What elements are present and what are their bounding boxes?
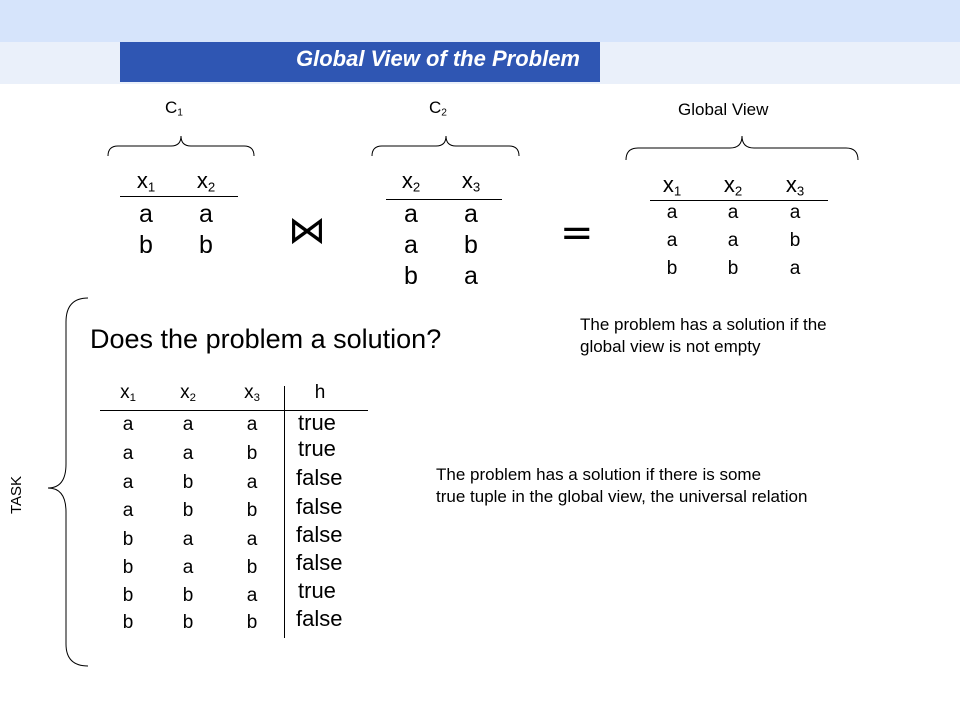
task-header-x2-sub: 2: [189, 391, 196, 404]
gv-cell: a: [727, 230, 739, 251]
task-h-value: false: [296, 550, 343, 575]
task-header-x1: [108, 382, 148, 404]
task-cell: b: [246, 612, 258, 633]
task-h-value: false: [296, 494, 343, 519]
global-view-brace: [626, 136, 858, 160]
task-header-x3-var: x: [244, 382, 254, 403]
task-cell: a: [182, 443, 194, 464]
gv-cell: a: [666, 202, 678, 223]
task-cell: a: [122, 500, 134, 521]
gv-header-x1: [652, 172, 692, 198]
gv-cell: a: [789, 202, 801, 223]
c1-label-text: C: [165, 98, 178, 117]
c1-header-x1-var: x: [136, 168, 148, 193]
note1-line: The problem has a solution if the: [580, 315, 827, 334]
c2-header-x3: [451, 168, 491, 194]
task-h-value: true: [298, 410, 336, 435]
task-header-x3: [232, 382, 272, 404]
gv-cell: b: [666, 258, 678, 279]
c1-header-x2-var: x: [196, 168, 208, 193]
task-cell: a: [182, 557, 194, 578]
task-label: TASK: [8, 475, 25, 514]
task-header-x2: [168, 382, 208, 404]
task-cell: b: [246, 557, 258, 578]
task-h-value: true: [298, 578, 336, 603]
c2-header-x3-var: x: [461, 168, 473, 193]
task-cell: a: [182, 529, 194, 550]
c1-header-x1: [126, 168, 166, 194]
c1-label: [165, 98, 183, 119]
task-header-x1-var: x: [120, 382, 130, 403]
c1-brace: [108, 136, 254, 156]
task-cell: b: [182, 500, 194, 521]
task-cell: a: [122, 414, 134, 435]
task-cell: a: [182, 414, 194, 435]
task-cell: b: [122, 612, 134, 633]
gv-header-x1-sub: 1: [673, 183, 682, 199]
c1-cell: a: [199, 200, 213, 228]
gv-cell: a: [789, 258, 801, 279]
c2-cell: a: [464, 200, 478, 228]
task-h-value: false: [296, 465, 343, 490]
task-h-value: true: [298, 436, 336, 461]
c2-cell: a: [404, 200, 418, 228]
task-cell: b: [182, 585, 194, 606]
join-symbol: ⋈: [288, 208, 326, 252]
task-header-x2-var: x: [180, 382, 190, 403]
task-cell: a: [246, 414, 258, 435]
c1-cell: b: [199, 231, 213, 259]
task-cell: a: [246, 585, 258, 606]
task-cell: a: [122, 443, 134, 464]
c2-header-x2-var: x: [401, 168, 413, 193]
global-view-label: Global View: [678, 100, 769, 119]
task-h-value: false: [296, 522, 343, 547]
c1-header-x2: [186, 168, 226, 194]
c2-header-x2: [391, 168, 431, 194]
c2-cell: b: [464, 231, 478, 259]
gv-header-rule: [650, 200, 828, 201]
equals-symbol: =: [560, 210, 594, 256]
gv-header-x1-var: x: [662, 172, 674, 197]
task-cell: b: [182, 612, 194, 633]
gv-header-x2-sub: 2: [734, 183, 743, 199]
note1-line: global view is not empty: [580, 337, 761, 356]
c2-label-text: C: [429, 98, 442, 117]
gv-cell: b: [727, 258, 739, 279]
task-cell: b: [246, 500, 258, 521]
task-cell: b: [122, 585, 134, 606]
task-header-h: [300, 382, 340, 404]
note2-line: The problem has a solution if there is some: [436, 465, 762, 484]
gv-header-x3-sub: 3: [796, 183, 805, 199]
task-cell: b: [122, 529, 134, 550]
c2-cell: a: [404, 231, 418, 259]
c2-cell: b: [404, 262, 418, 290]
task-header-x1-sub: 1: [129, 391, 136, 404]
c1-header-rule: [120, 196, 238, 197]
question-text: Does the problem a solution?: [90, 324, 442, 354]
c1-label-sub: 1: [177, 107, 183, 119]
note-global-view-not-empty: [580, 314, 827, 358]
task-cell: a: [122, 472, 134, 493]
task-cell: a: [246, 472, 258, 493]
c2-header-x3-sub: 3: [472, 179, 481, 195]
task-column-divider: [284, 386, 285, 638]
gv-cell: a: [727, 202, 739, 223]
task-cell: b: [122, 557, 134, 578]
gv-header-x2-var: x: [723, 172, 735, 197]
c1-cell: b: [139, 231, 153, 259]
gv-cell: b: [789, 230, 801, 251]
c1-header-x2-sub: 2: [207, 179, 216, 195]
task-h-value: false: [296, 606, 343, 631]
slide-title: Global View of the Problem: [295, 46, 580, 71]
gv-cell: a: [666, 230, 678, 251]
gv-header-x3-var: x: [785, 172, 797, 197]
c1-header-x1-sub: 1: [147, 179, 156, 195]
c2-cell: a: [464, 262, 478, 290]
task-cell: b: [246, 443, 258, 464]
task-header-x3-sub: 3: [253, 391, 260, 404]
c2-label: [429, 98, 447, 119]
task-cell: a: [246, 529, 258, 550]
task-cell: b: [182, 472, 194, 493]
note-true-tuple: [436, 464, 807, 508]
gv-header-x2: [713, 172, 753, 198]
gv-header-x3: [775, 172, 815, 198]
c2-header-x2-sub: 2: [412, 179, 421, 195]
task-header-h-var: h: [314, 382, 326, 403]
note2-line: true tuple in the global view, the universal relation: [436, 487, 808, 506]
c2-label-sub: 2: [441, 107, 447, 119]
task-brace: [48, 298, 88, 666]
c1-cell: a: [139, 200, 153, 228]
c2-brace: [372, 136, 519, 156]
